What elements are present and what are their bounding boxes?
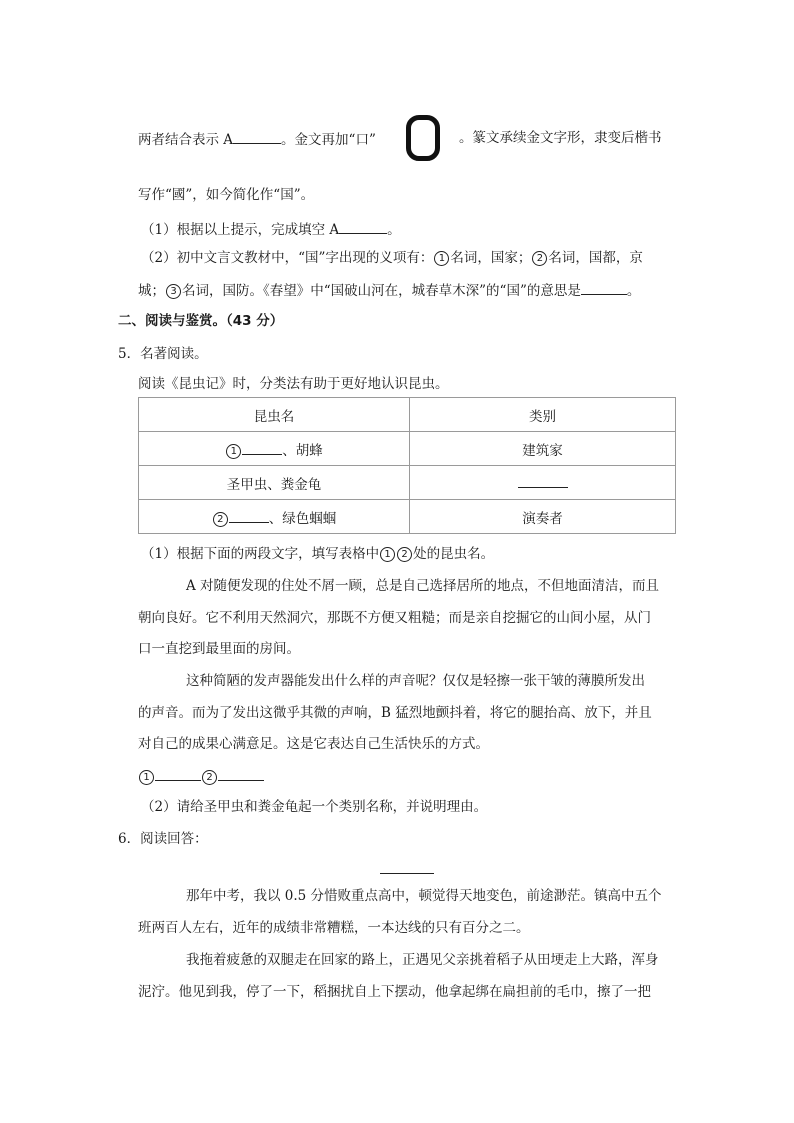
passage-line: 口一直挖到最里面的房间。	[138, 641, 300, 657]
table-cell	[139, 432, 410, 466]
table-cell: 建筑家	[410, 432, 676, 466]
passage-line: 这种简陋的发声器能发出什么样的声音呢？仅仅是轻擦一张干皱的薄膜所发出	[186, 673, 645, 689]
circled-number: 3	[166, 284, 181, 299]
text-line	[138, 129, 376, 149]
circled-number: 1	[226, 444, 241, 459]
passage-line: A 对随便发现的住处不屑一顾，总是自己选择居所的地点，不但地面清洁，而且	[186, 578, 660, 594]
text-segment: （1）根据下面的两段文字，填写表格中	[141, 546, 380, 562]
text-line: 阅读《昆虫记》时，分类法有助于更好地认识昆虫。	[138, 376, 449, 392]
text-segment: 。篆文承续金文字形，隶变后楷书	[459, 130, 662, 146]
table-cell: 演奏者	[410, 500, 676, 534]
circled-number: 2	[202, 770, 217, 785]
answer-blank[interactable]	[229, 508, 269, 523]
table-row	[139, 500, 676, 534]
answer-blank[interactable]	[581, 280, 627, 295]
answer-blank[interactable]	[339, 219, 387, 234]
circled-number: 2	[213, 512, 228, 527]
text-line	[138, 186, 314, 204]
question-part	[141, 249, 643, 267]
table-cell	[139, 500, 410, 534]
text-segment: 。	[626, 283, 641, 299]
circled-number: 1	[380, 547, 395, 562]
text-segment: （2）初中文言文教材中，“国”字出现的义项有：	[141, 250, 434, 266]
text-segment: （1）根据以上提示，完成填空 A	[141, 222, 340, 238]
answer-blank[interactable]	[155, 766, 201, 781]
story-line: 班两百人左右，近年的成绩非常糟糕，一本达线的只有百分之二。	[138, 920, 530, 936]
answer-line	[138, 766, 264, 786]
story-line: 我拖着疲惫的双腿走在回家的路上，正遇见父亲挑着稻子从田埂走上大路，浑身	[186, 952, 659, 968]
question-number: 6．阅读回答：	[118, 831, 208, 847]
section-heading: 二、阅读与鉴赏。（43 分）	[118, 313, 284, 329]
story-line: 泥泞。他见到我，停了一下，稻捆扰自上下摆动，他拿起绑在扁担前的毛巾，擦了一把	[138, 984, 651, 1000]
circled-number: 2	[532, 251, 547, 266]
text-line	[459, 129, 662, 147]
ancient-character-glyph-icon	[406, 115, 440, 161]
table-header: 昆虫名	[139, 398, 410, 432]
answer-blank[interactable]	[233, 129, 281, 144]
circled-number: 1	[139, 770, 154, 785]
question-part	[141, 219, 401, 239]
text-segment: 两者结合表示 A	[138, 132, 234, 148]
text-segment: 写作“國”，如今简化作“国”。	[138, 187, 315, 203]
text-segment: 名词，国家；	[450, 250, 532, 266]
answer-blank[interactable]	[218, 766, 264, 781]
text-segment: 、绿色蝈蝈	[268, 510, 337, 527]
table-row	[139, 432, 676, 466]
question-part: （2）请给圣甲虫和粪金龟起一个类别名称，并说明理由。	[141, 799, 488, 815]
text-segment: 名词，国防。《春望》中“国破山河在，城春草木深”的“国”的意思是	[182, 283, 581, 299]
table-cell	[410, 466, 676, 500]
answer-blank[interactable]	[518, 473, 568, 488]
table-header: 类别	[410, 398, 676, 432]
passage-line: 朝向良好。它不利用天然洞穴，那既不方便又粗糙；而是亲自挖掘它的山间小屋，从门	[138, 610, 651, 626]
title-blank	[380, 873, 434, 874]
text-segment: 城；	[138, 283, 165, 299]
passage-line: 的声音。而为了发出这微乎其微的声响，B 猛烈地颤抖着，将它的腿抬高、放下，并且	[138, 705, 652, 721]
story-line: 那年中考，我以 0.5 分惜败重点高中，顿觉得天地变色，前途渺茫。镇高中五个	[186, 888, 662, 904]
answer-blank[interactable]	[242, 440, 282, 455]
question-number: 5．名著阅读。	[118, 346, 208, 362]
text-segment: 名词，国都，京	[548, 250, 643, 266]
text-segment: 处的昆虫名。	[413, 546, 495, 562]
insect-table	[138, 397, 676, 534]
text-segment: 。	[387, 222, 401, 238]
passage-line: 对自己的成果心满意足。这是它表达自己生活快乐的方式。	[138, 736, 489, 752]
table-row	[139, 466, 676, 500]
text-segment: 、胡蜂	[282, 442, 323, 459]
circled-number: 2	[397, 547, 412, 562]
circled-number: 1	[434, 251, 449, 266]
table-header-row	[139, 398, 676, 432]
table-cell: 圣甲虫、粪金龟	[139, 466, 410, 500]
text-segment: 。金文再加“口”	[281, 132, 376, 148]
question-part	[141, 545, 494, 563]
text-line	[138, 280, 640, 300]
